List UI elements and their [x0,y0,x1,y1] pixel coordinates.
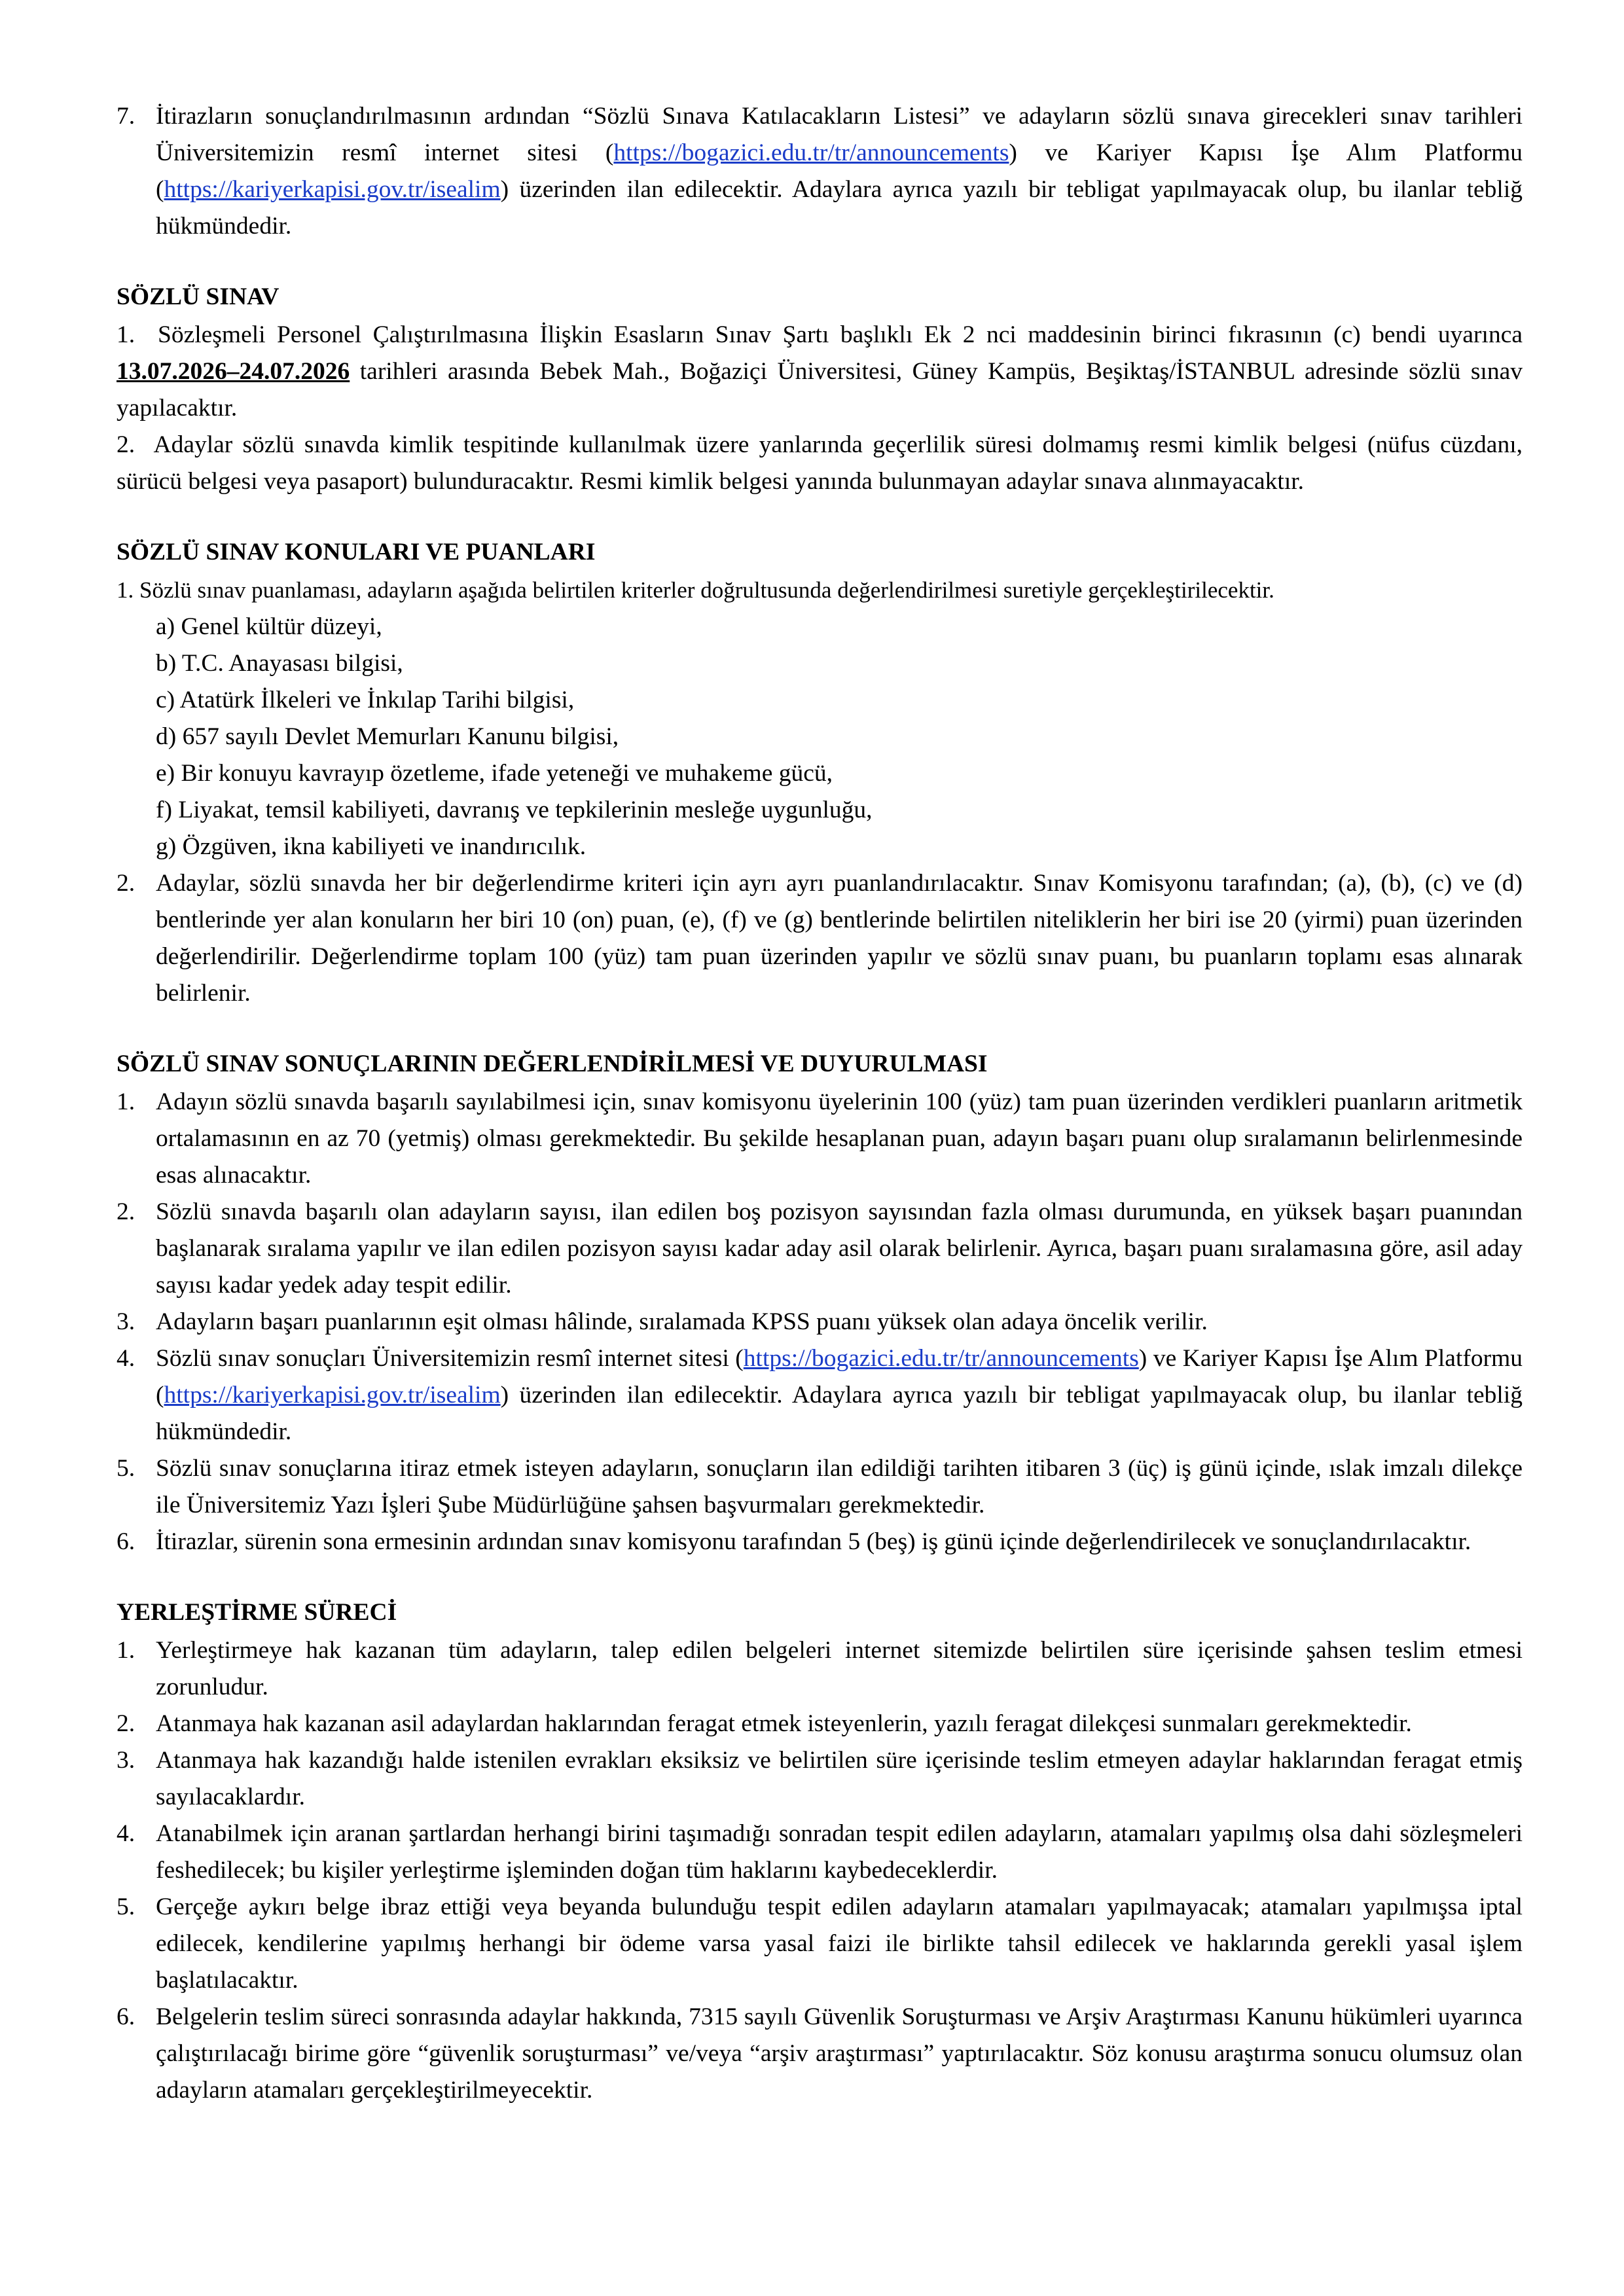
text-fragment: ) ve Kariyer Kapısı İşe Alım Platformu ( [156,139,1523,203]
announcements-link[interactable]: https://bogazici.edu.tr/tr/announcements [613,139,1009,166]
list-item [117,1889,1523,1999]
list-item [117,1304,1523,1340]
paragraph: 1. Sözlü sınav puanlaması, adayların aşağıda belirtilen kriterler doğrultusunda değerlendirilmesi suretiyle gerçekleştirilecektir. [117,577,1274,603]
list-item [117,1194,1523,1304]
text-fragment: tarihleri arasında Bebek Mah., Boğaziçi Üniversitesi, Güney Kampüs, Beşiktaş/İSTANBUL adresinde sözlü sınav yapılacaktır. [117,358,1523,422]
topics-list [117,865,1523,1012]
item-number: 6. [117,2003,135,2030]
item-text: Sözlü sınavda başarılı olan adayların sayısı, ilan edilen boş pozisyon sayısından fazla olması durumunda, en yüksek başarı puanından başlanarak sıralama yapılır ve ilan edilen pozisyon sayısı kadar aday asil olarak belirlenir. Ayrıca, başarı puanı sıralamasına göre, asil aday sayısı kadar yedek aday tespit edilir. [156,1198,1523,1299]
item-number: 2. [117,870,135,897]
criteria-item: g) Özgüven, ikna kabiliyeti ve inandırıcılık. [156,833,586,860]
paragraph [117,427,1523,500]
list-item [117,1816,1523,1889]
list-item [117,865,1523,1012]
criteria-list [117,609,1523,865]
item-number: 4. [117,1345,135,1372]
announcements-link[interactable]: https://bogazici.edu.tr/tr/announcements [743,1345,1139,1372]
criteria-item: d) 657 sayılı Devlet Memurları Kanunu bilgisi, [156,723,619,750]
placement-section [117,1594,1523,2109]
item-number: 2. [117,1198,135,1225]
list-item [117,1084,1523,1194]
list-item [117,98,1523,245]
kariyerkapisi-link[interactable]: https://kariyerkapisi.gov.tr/isealim [164,1382,501,1408]
text-fragment: İtirazların sonuçlandırılmasının ardından “Sözlü Sınava Katılacakların Listesi” ve adayların sözlü sınava girecekleri sınav tarihleri Üniversitemizin resmî internet sitesi ( [156,103,1523,166]
criteria-item: a) Genel kültür düzeyi, [156,613,382,640]
text-fragment: Adaylar sözlü sınavda kimlik tespitinde kullanılmak üzere yanlarında geçerlilik süresi dolmamış resmi kimlik belgesi (nüfus cüzdanı, sürücü belgesi veya pasaport) bulunduracaktır. Resmi kimlik belgesi yanında bulunmayan adaylar sınava alınmayacaktır. [117,431,1523,495]
item-text: Adayın sözlü sınavda başarılı sayılabilmesi için, sınav komisyonu üyelerinin 100 (yüz) tam puan üzerinden verdikleri puanların aritmetik ortalamasının en az 70 (yetmiş) olması gerekmektedir. Bu şekilde hesaplanan puan, adayın başarı puanı olup sıralamanın belirlenmesinde esas alınacaktır. [156,1088,1523,1189]
text-fragment: ) üzerinden ilan edilecektir. Adaylara ayrıca yazılı bir tebligat yapılmayacak olup, bu ilanlar tebliğ hükmündedir. [156,1382,1523,1445]
list-item [117,1999,1523,2109]
item-number: 6. [117,1528,135,1555]
results-list [117,1084,1523,1560]
list-item [117,1524,1523,1560]
item-number: 1. [117,1088,135,1115]
criteria-item: f) Liyakat, temsil kabiliyeti, davranış ve tepkilerinin mesleğe uygunluğu, [156,797,873,823]
item-text [156,98,1523,245]
item-number: 4. [117,1820,135,1847]
results-section [117,1046,1523,1560]
item-text: İtirazlar, sürenin sona ermesinin ardından sınav komisyonu tarafından 5 (beş) iş günü içinde değerlendirilecek ve sonuçlandırılacaktır. [156,1528,1471,1555]
item-number: 7. [117,103,135,130]
intro-list [117,98,1523,245]
paragraph [117,317,1523,427]
criteria-item: c) Atatürk İlkeleri ve İnkılap Tarihi bilgisi, [156,687,575,713]
item-text: Atanmaya hak kazandığı halde istenilen evrakları eksiksiz ve belirtilen süre içerisinde teslim etmeyen adaylar haklarından feragat etmiş sayılacaklardır. [156,1747,1523,1810]
list-item [117,1632,1523,1706]
item-number: 5. [117,1455,135,1482]
item-number: 5. [117,1893,135,1920]
list-item [117,1340,1523,1450]
item-text: Atanmaya hak kazanan asil adaylardan haklarından feragat etmek isteyenlerin, yazılı feragat dilekçesi sunmaları gerekmektedir. [156,1710,1412,1737]
oral-exam-section [117,279,1523,500]
text-fragment: ) ve Kariyer Kapısı İşe Alım Platformu ( [156,1345,1523,1408]
item-number: 3. [117,1747,135,1774]
item-text [156,1340,1523,1450]
exam-date-range: 13.07.2026–24.07.2026 [117,358,350,385]
item-number: 3. [117,1308,135,1335]
text-fragment: Sözleşmeli Personel Çalıştırılmasına İlişkin Esasların Sınav Şartı başlıklı Ek 2 nci maddesinin birinci fıkrasının (c) bendi uyarınca [158,321,1523,348]
item-text: Gerçeğe aykırı belge ibraz ettiği veya beyanda bulunduğu tespit edilen adayların atamaları yapılmayacak; atamaları yapılmışsa iptal edilecek, kendilerine yapılmış herhangi bir ödeme varsa yasal faizi ile birlikte tahsil edilecek ve haklarında gerekli yasal işlem başlatılacaktır. [156,1893,1523,1994]
exam-topics-section [117,534,1523,1012]
item-text: Belgelerin teslim süreci sonrasında adaylar hakkında, 7315 sayılı Güvenlik Soruşturması ve Arşiv Araştırması Kanunu hükümleri uyarınca çalıştırılacağı birime göre “güvenlik soruşturması” ve/veya “arşiv araştırması” yaptırılacaktır. Söz konusu araştırma sonucu olumsuz olan adayların atamaları gerçekleştirilmeyecektir. [156,2003,1523,2104]
item-text: Adaylar, sözlü sınavda her bir değerlendirme kriteri için ayrı ayrı puanlandırılacaktır. Sınav Komisyonu tarafından; (a), (b), (c) ve (d) bentlerinde yer alan konuların her biri 10 (on) puan, (e), (f) ve (g) bentlerinde belirtilen niteliklerin her biri ise 20 (yirmi) puan üzerinden değerlendirilir. Değerlendirme toplam 100 (yüz) tam puan üzerinden yapılır ve sözlü sınav puanı, bu puanların toplamı esas alınarak belirlenir. [156,870,1523,1007]
item-text: Atanabilmek için aranan şartlardan herhangi birini taşımadığı sonradan tespit edilen adayların, atamaları yapılmış olsa dahi sözleşmeleri feshedilecek; bu kişiler yerleştirme işleminden doğan tüm haklarını kaybedeceklerdir. [156,1820,1523,1884]
kariyerkapisi-link[interactable]: https://kariyerkapisi.gov.tr/isealim [164,176,501,203]
list-item [117,1706,1523,1742]
section-heading: YERLEŞTİRME SÜRECİ [117,1599,397,1626]
section-heading: SÖZLÜ SINAV KONULARI VE PUANLARI [117,539,596,565]
criteria-item: b) T.C. Anayasası bilgisi, [156,650,403,677]
item-text: Yerleştirmeye hak kazanan tüm adayların, talep edilen belgeleri internet sitemizde belirtilen süre içerisinde şahsen teslim etmesi zorunludur. [156,1637,1523,1700]
text-fragment: ) üzerinden ilan edilecektir. Adaylara ayrıca yazılı bir tebligat yapılmayacak olup, bu ilanlar tebliğ hükmündedir. [156,176,1523,240]
item-text: Adayların başarı puanlarının eşit olması hâlinde, sıralamada KPSS puanı yüksek olan adaya öncelik verilir. [156,1308,1208,1335]
item-number: 2. [117,431,135,458]
item-number: 2. [117,1710,135,1737]
criteria-item: e) Bir konuyu kavrayıp özetleme, ifade yeteneği ve muhakeme gücü, [156,760,833,787]
section-heading: SÖZLÜ SINAV [117,283,280,310]
item-number: 1. [117,321,135,348]
text-fragment: Sözlü sınav sonuçları Üniversitemizin resmî internet sitesi ( [156,1345,744,1372]
item-text: Sözlü sınav sonuçlarına itiraz etmek isteyen adayların, sonuçların ilan edildiği tarihten itibaren 3 (üç) iş günü içinde, ıslak imzalı dilekçe ile Üniversitemiz Yazı İşleri Şube Müdürlüğüne şahsen başvurmaları gerekmektedir. [156,1455,1523,1518]
section-heading: SÖZLÜ SINAV SONUÇLARININ DEĞERLENDİRİLMESİ VE DUYURULMASI [117,1050,988,1077]
intro-section [117,98,1523,245]
list-item [117,1742,1523,1816]
placement-list [117,1632,1523,2109]
list-item [117,1450,1523,1524]
item-number: 1. [117,1637,135,1664]
